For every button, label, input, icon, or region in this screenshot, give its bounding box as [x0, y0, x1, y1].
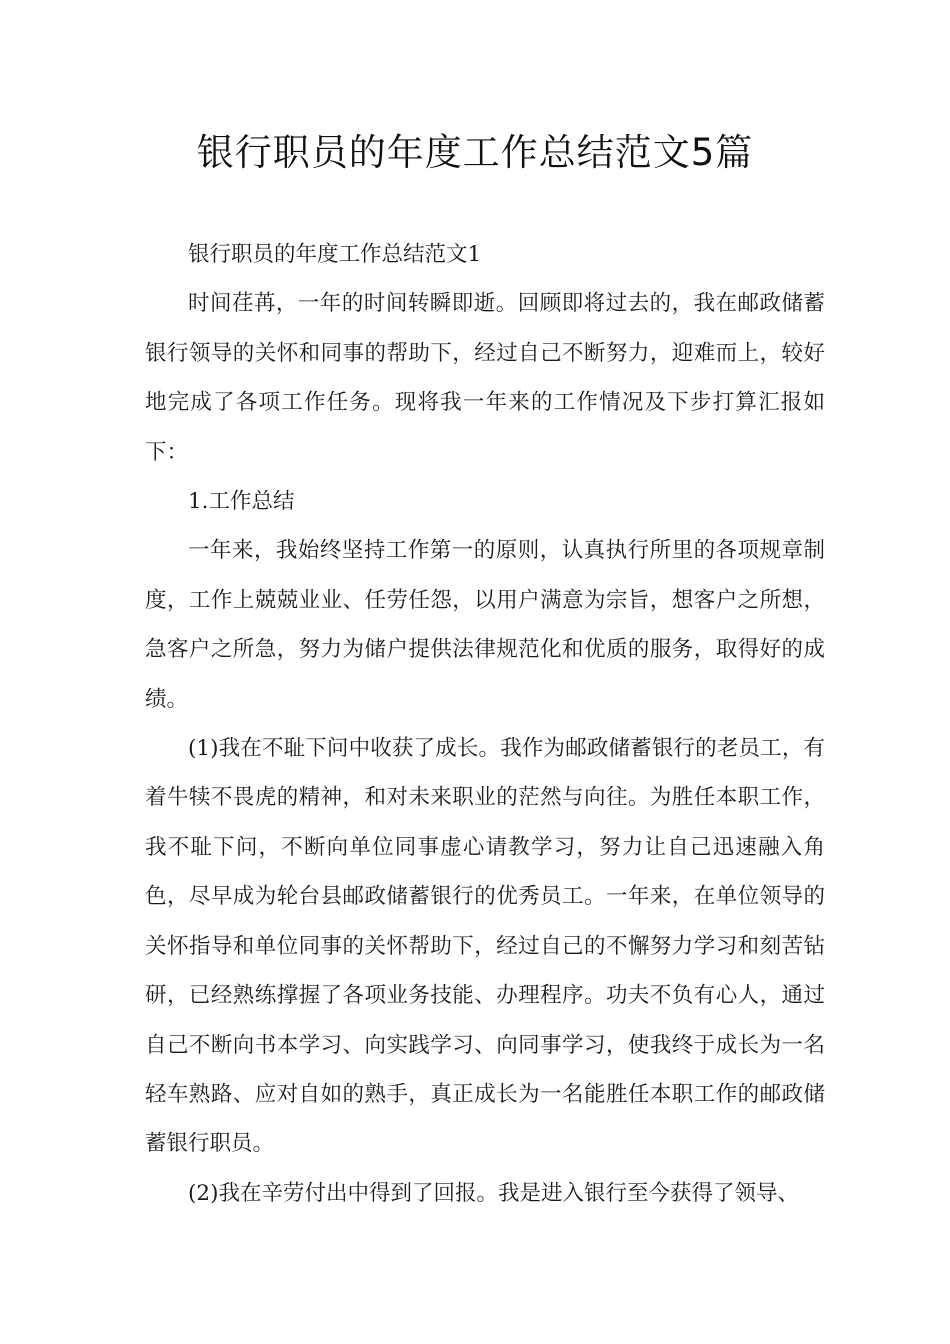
reward-paragraph: (2)我在辛劳付出中得到了回报。我是进入银行至今获得了领导、 [188, 1180, 799, 1206]
growth-paragraph: (1)我在不耻下问中收获了成长。我作为邮政储蓄银行的老员工，有着牛犊不畏虎的精神，和对未来职业的茫然与向往。为胜任本职工作，我不耻下问，不断向单位同事虚心请教学习，努力让自己迅速融入角色，尽早成为轮台县邮政储蓄银行的优秀员工。一年来，在单位领导的关怀指导和单位同事的关怀帮助下，经过自己的不懈努力学习和刻苦钻研，已经熟练撑握了各项业务技能、办理程序。功夫不负有心人，通过自己不断向书本学习、向实践学习、向同事学习，使我终于成长为一名轻车熟路、应对自如的熟手，真正成长为一名能胜任本职工作的邮政储蓄银行职员。 [145, 736, 825, 1157]
document-title: 银行职员的年度工作总结范文5篇 [196, 131, 754, 174]
summary-paragraph: 一年来，我始终坚持工作第一的原则，认真执行所里的各项规章制度，工作上兢兢业业、任劳任怨，以用户满意为宗旨，想客户之所想，急客户之所急，努力为储户提供法律规范化和优质的服务，取得好的成绩。 [145, 538, 825, 712]
section-heading: 银行职员的年度工作总结范文1 [188, 242, 482, 267]
subsection-heading: 1.工作总结 [188, 489, 295, 515]
document-body [145, 230, 825, 1218]
intro-paragraph: 时间荏苒，一年的时间转瞬即逝。回顾即将过去的，我在邮政储蓄银行领导的关怀和同事的帮助下，经过自己不断努力，迎难而上，较好地完成了各项工作任务。现将我一年来的工作情况及下步打算汇报如下： [145, 291, 825, 465]
